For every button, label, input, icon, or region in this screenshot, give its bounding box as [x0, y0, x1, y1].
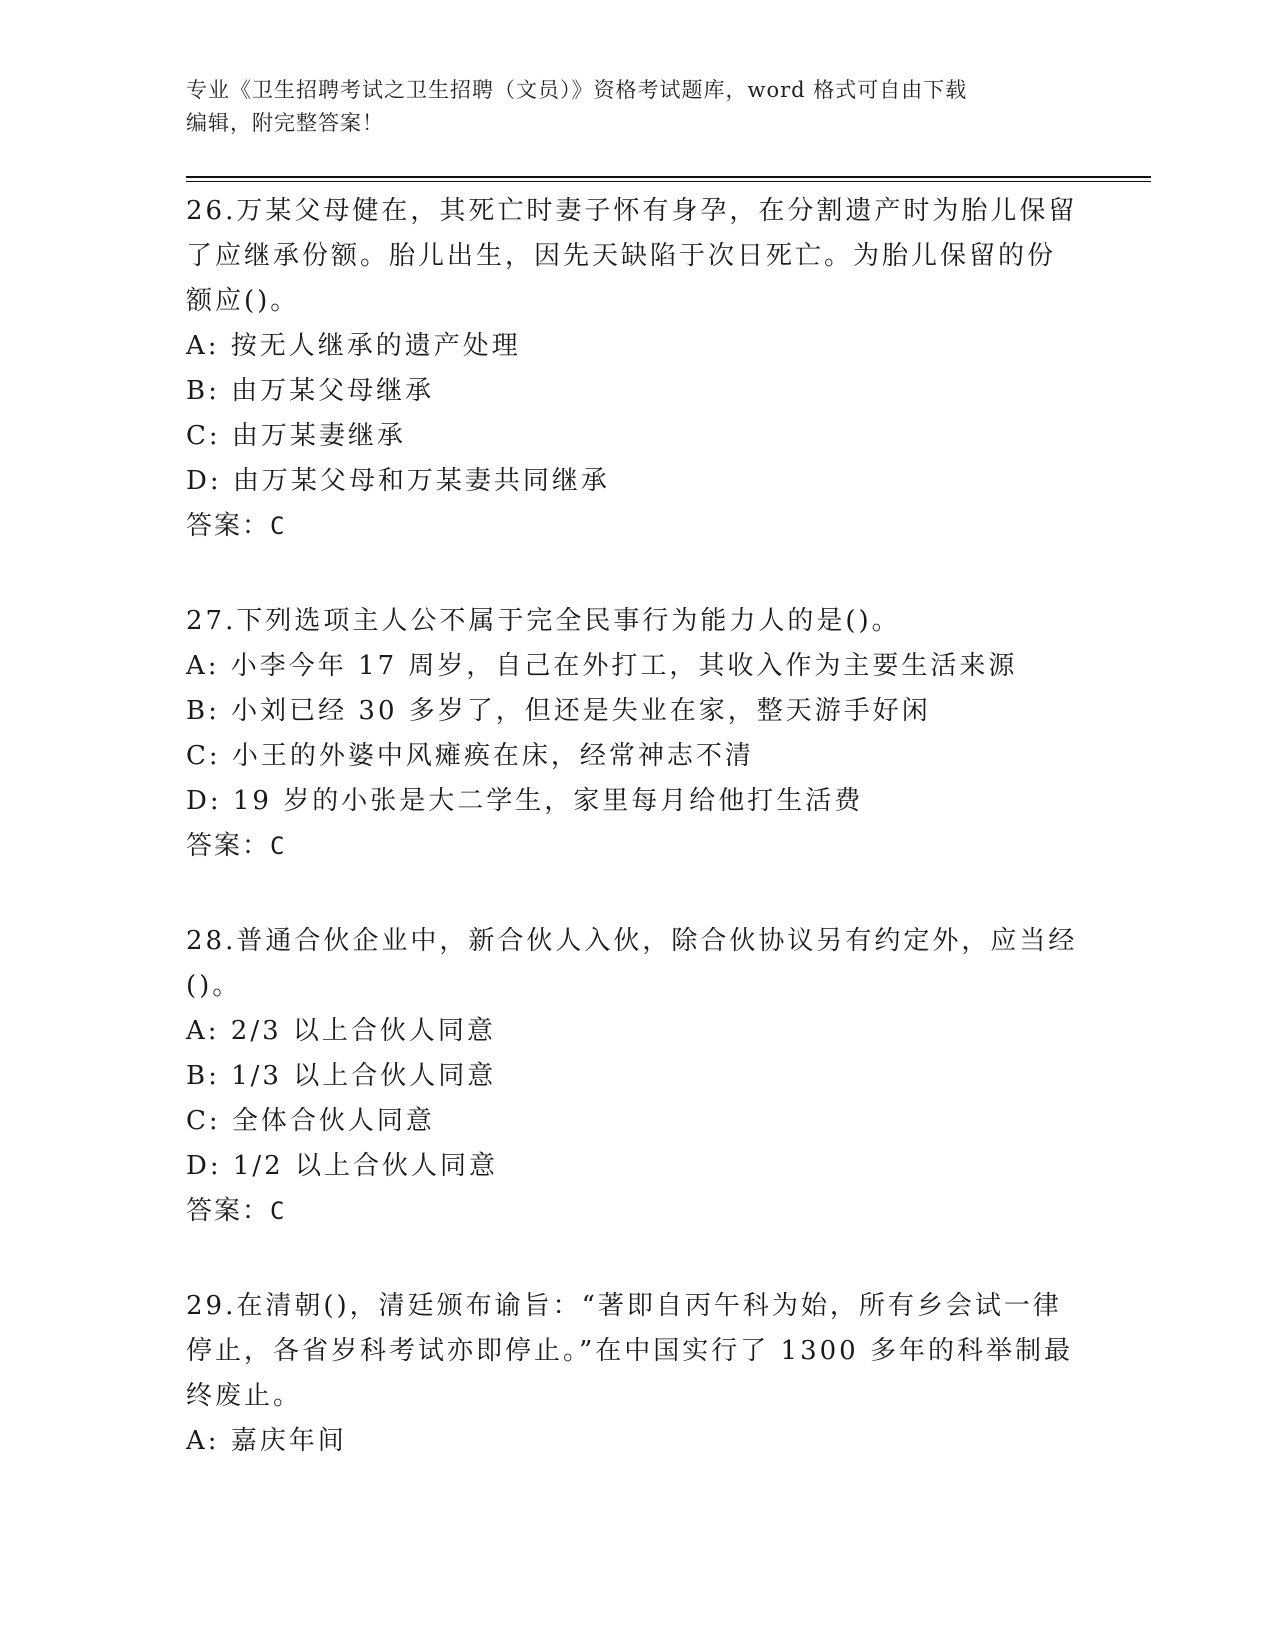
question-stem-line: 27.下列选项主人公不属于完全民事行为能力人的是()。: [186, 606, 901, 636]
question-stem-line: 终废止。: [186, 1381, 303, 1411]
answer-option: B: 小刘已经 30 多岁了，但还是失业在家，整天游手好闲: [186, 696, 931, 726]
answer-option: C: 小王的外婆中风瘫痪在床，经常神志不清: [186, 741, 754, 771]
question-stem-line: ()。: [186, 971, 242, 1001]
answer-value: C: [270, 512, 287, 540]
answer-label: 答案：: [186, 511, 271, 541]
answer-option: B: 1/3 以上合伙人同意: [186, 1061, 497, 1091]
answer-value: C: [270, 1197, 287, 1225]
answer-option: C: 由万某妻继承: [186, 421, 406, 451]
answer-label: 答案：: [186, 1196, 271, 1226]
answer-option: A: 嘉庆年间: [186, 1426, 347, 1456]
header-line-1: 专业《卫生招聘考试之卫生招聘（文员）》资格考试题库，word 格式可自由下载: [186, 78, 968, 102]
answer-option: D: 19 岁的小张是大二学生，家里每月给他打生活费: [186, 786, 864, 816]
header-line-2: 编辑，附完整答案！: [186, 111, 384, 135]
answer-option: B: 由万某父母继承: [186, 376, 435, 406]
question-stem-line: 26.万某父母健在，其死亡时妻子怀有身孕，在分割遗产时为胎儿保留: [186, 196, 1078, 226]
question-block: [186, 919, 1086, 1234]
question-stem-line: 了应继承份额。胎儿出生，因先天缺陷于次日死亡。为胎儿保留的份: [186, 241, 1057, 271]
question-list: [186, 189, 1086, 1514]
question-stem-line: 28.普通合伙企业中，新合伙人入伙，除合伙协议另有约定外，应当经: [186, 926, 1078, 956]
answer-option: A: 按无人继承的遗产处理: [186, 331, 521, 361]
document-header: [186, 74, 1086, 140]
answer-option: A: 2/3 以上合伙人同意: [186, 1016, 496, 1046]
answer-label: 答案：: [186, 831, 271, 861]
header-divider-thin: [186, 181, 1151, 182]
question-block: [186, 599, 1086, 869]
answer-option: C: 全体合伙人同意: [186, 1106, 435, 1136]
question-stem-line: 29.在清朝()，清廷颁布谕旨：“著即自丙午科为始，所有乡会试一律: [186, 1291, 1062, 1321]
answer-value: C: [270, 832, 287, 860]
answer-option: D: 由万某父母和万某妻共同继承: [186, 466, 610, 496]
answer-line: [186, 1189, 1086, 1234]
answer-line: [186, 504, 1086, 549]
answer-option: A: 小李今年 17 周岁，自己在外打工，其收入作为主要生活来源: [186, 651, 1018, 681]
question-stem-line: 停止，各省岁科考试亦即停止。”在中国实行了 1300 多年的科举制最: [186, 1336, 1073, 1366]
question-block: [186, 1284, 1086, 1464]
answer-line: [186, 824, 1086, 869]
question-block: [186, 189, 1086, 549]
question-stem-line: 额应()。: [186, 286, 300, 316]
answer-option: D: 1/2 以上合伙人同意: [186, 1151, 498, 1181]
header-divider-thick: [186, 176, 1151, 178]
